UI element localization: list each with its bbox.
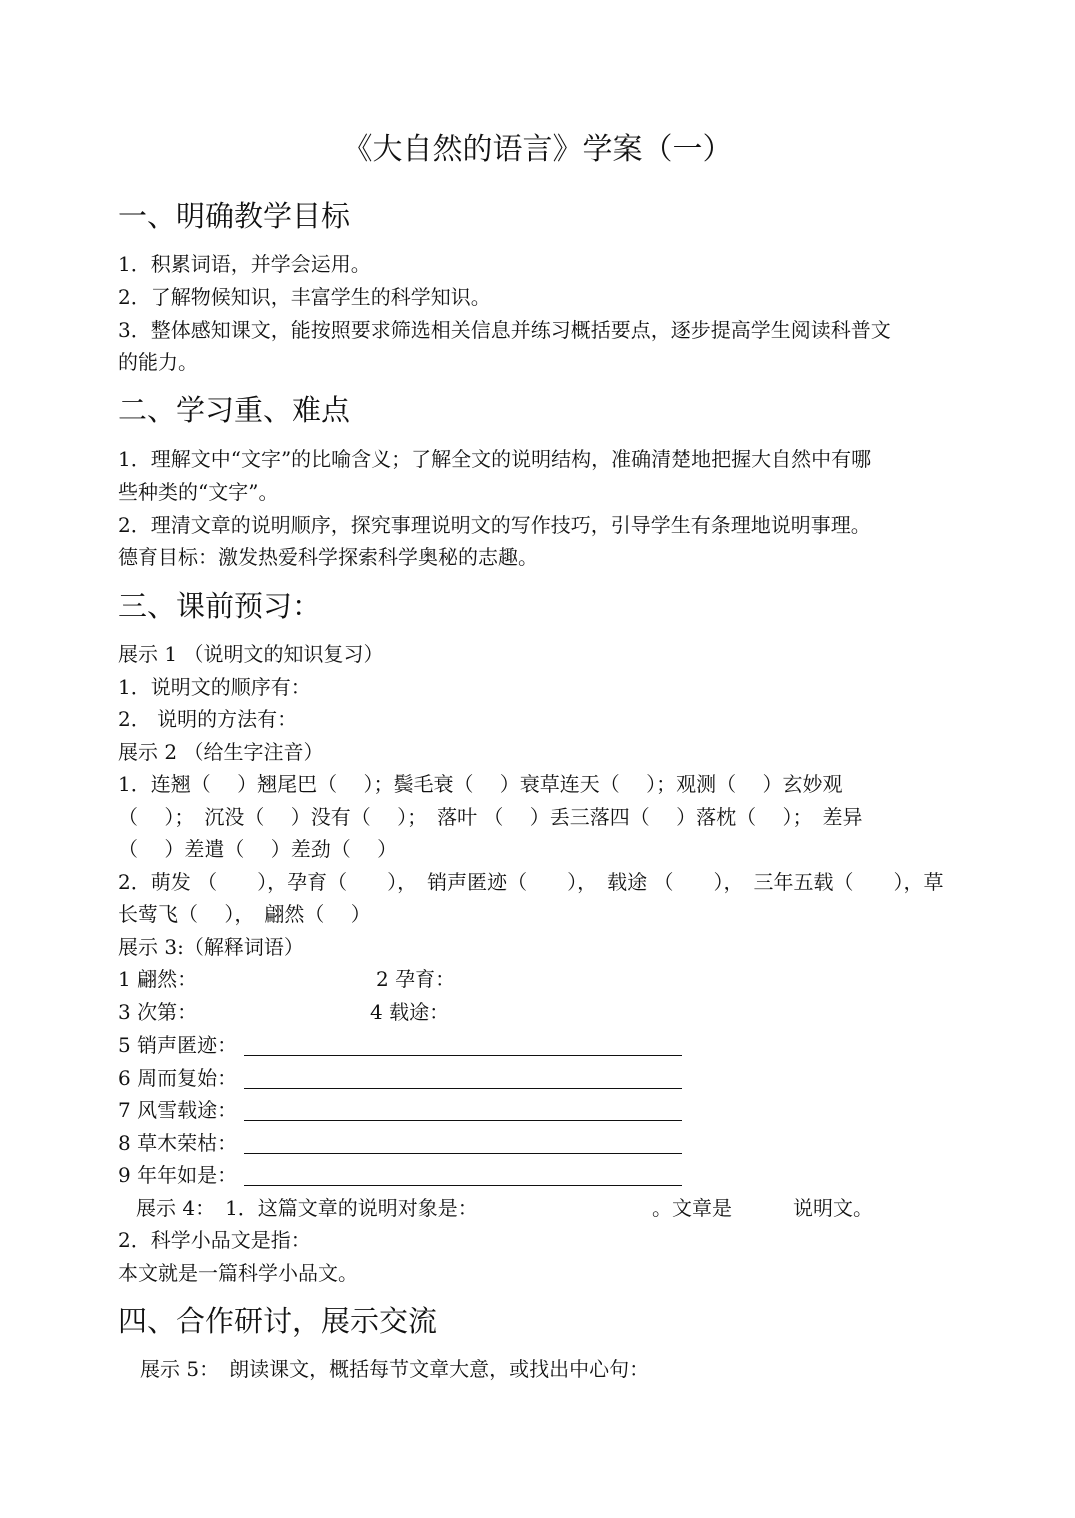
show-4-text-c: 说明文。: [793, 1196, 873, 1220]
show-4-question-2: 2．科学小品文是指：: [118, 1228, 311, 1252]
document-title: 《大自然的语言》学案（一）: [342, 132, 733, 167]
section-3-heading: 三、课前预习：: [118, 589, 322, 623]
word-5: 5 销声匿迹：: [118, 1033, 238, 1057]
show-1-question-2: 2． 说明的方法有：: [118, 707, 298, 731]
word-9-answer-line[interactable]: [244, 1185, 682, 1186]
s1-item-1: 1．积累词语，并学会运用。: [118, 252, 371, 276]
word-5-answer-line[interactable]: [244, 1055, 682, 1056]
word-7: 7 风雪载途：: [118, 1098, 238, 1122]
show-2-line-2: （ ）； 沉没（ ）没有（ ）； 落叶 （ ）丢三落四（ ）落枕（ ）； 差异: [118, 805, 863, 829]
section-4-heading: 四、合作研讨，展示交流: [118, 1304, 438, 1338]
show-1-question-1: 1．说明文的顺序有：: [118, 675, 311, 699]
show-2-line-5: 长莺飞（ ）， 翩然（ ）: [118, 902, 371, 926]
show-1-label: 展示 1 （说明文的知识复习）: [118, 642, 384, 666]
word-2: 2 孕育：: [376, 967, 456, 991]
s2-moral-goal: 德育目标：激发热爱科学探索科学奥秘的志趣。: [118, 545, 538, 569]
word-8-answer-line[interactable]: [244, 1153, 682, 1154]
section-2-heading: 二、学习重、难点: [118, 393, 351, 427]
word-3: 3 次第：: [118, 1000, 198, 1024]
s1-item-3a: 3．整体感知课文，能按照要求筛选相关信息并练习概括要点，逐步提高学生阅读科普文: [118, 318, 891, 342]
section-1-heading: 一、明确教学目标: [118, 199, 351, 233]
word-6-answer-line[interactable]: [244, 1088, 682, 1089]
show-4-note: 本文就是一篇科学小品文。: [118, 1261, 358, 1285]
s1-item-2: 2．了解物候知识，丰富学生的科学知识。: [118, 285, 491, 309]
show-2-line-3: （ ）差遣（ ）差劲（ ）: [118, 837, 398, 861]
word-8: 8 草木荣枯：: [118, 1131, 238, 1155]
show-2-line-4: 2．萌发 （ ），孕育（ ）， 销声匿迹（ ）， 载途 （ ）， 三年五载（ ），草: [118, 870, 944, 894]
s2-item-2: 2．理清文章的说明顺序，探究事理说明文的写作技巧，引导学生有条理地说明事理。: [118, 513, 871, 537]
word-4: 4 载途：: [370, 1000, 450, 1024]
s2-item-1b: 些种类的“文字”。: [118, 480, 279, 504]
show-4-text-b: 。文章是: [652, 1196, 732, 1220]
word-9: 9 年年如是：: [118, 1163, 238, 1187]
word-1: 1 翩然：: [118, 967, 198, 991]
s1-item-3b: 的能力。: [118, 350, 198, 374]
show-5-label: 展示 5： 朗读课文，概括每节文章大意，或找出中心句：: [140, 1357, 650, 1381]
show-3-label: 展示 3:（解释词语）: [118, 935, 304, 959]
word-7-answer-line[interactable]: [244, 1120, 682, 1121]
word-6: 6 周而复始：: [118, 1066, 238, 1090]
show-2-label: 展示 2 （给生字注音）: [118, 740, 324, 764]
show-2-line-1: 1．连翘（ ）翘尾巴（ ）；鬓毛衰（ ）衰草连天（ ）；观测（ ）玄妙观: [118, 772, 843, 796]
s2-item-1a: 1．理解文中“文字”的比喻含义；了解全文的说明结构，准确清楚地把握大自然中有哪: [118, 447, 872, 471]
show-4-question-1: 展示 4： 1．这篇文章的说明对象是：: [136, 1196, 478, 1220]
